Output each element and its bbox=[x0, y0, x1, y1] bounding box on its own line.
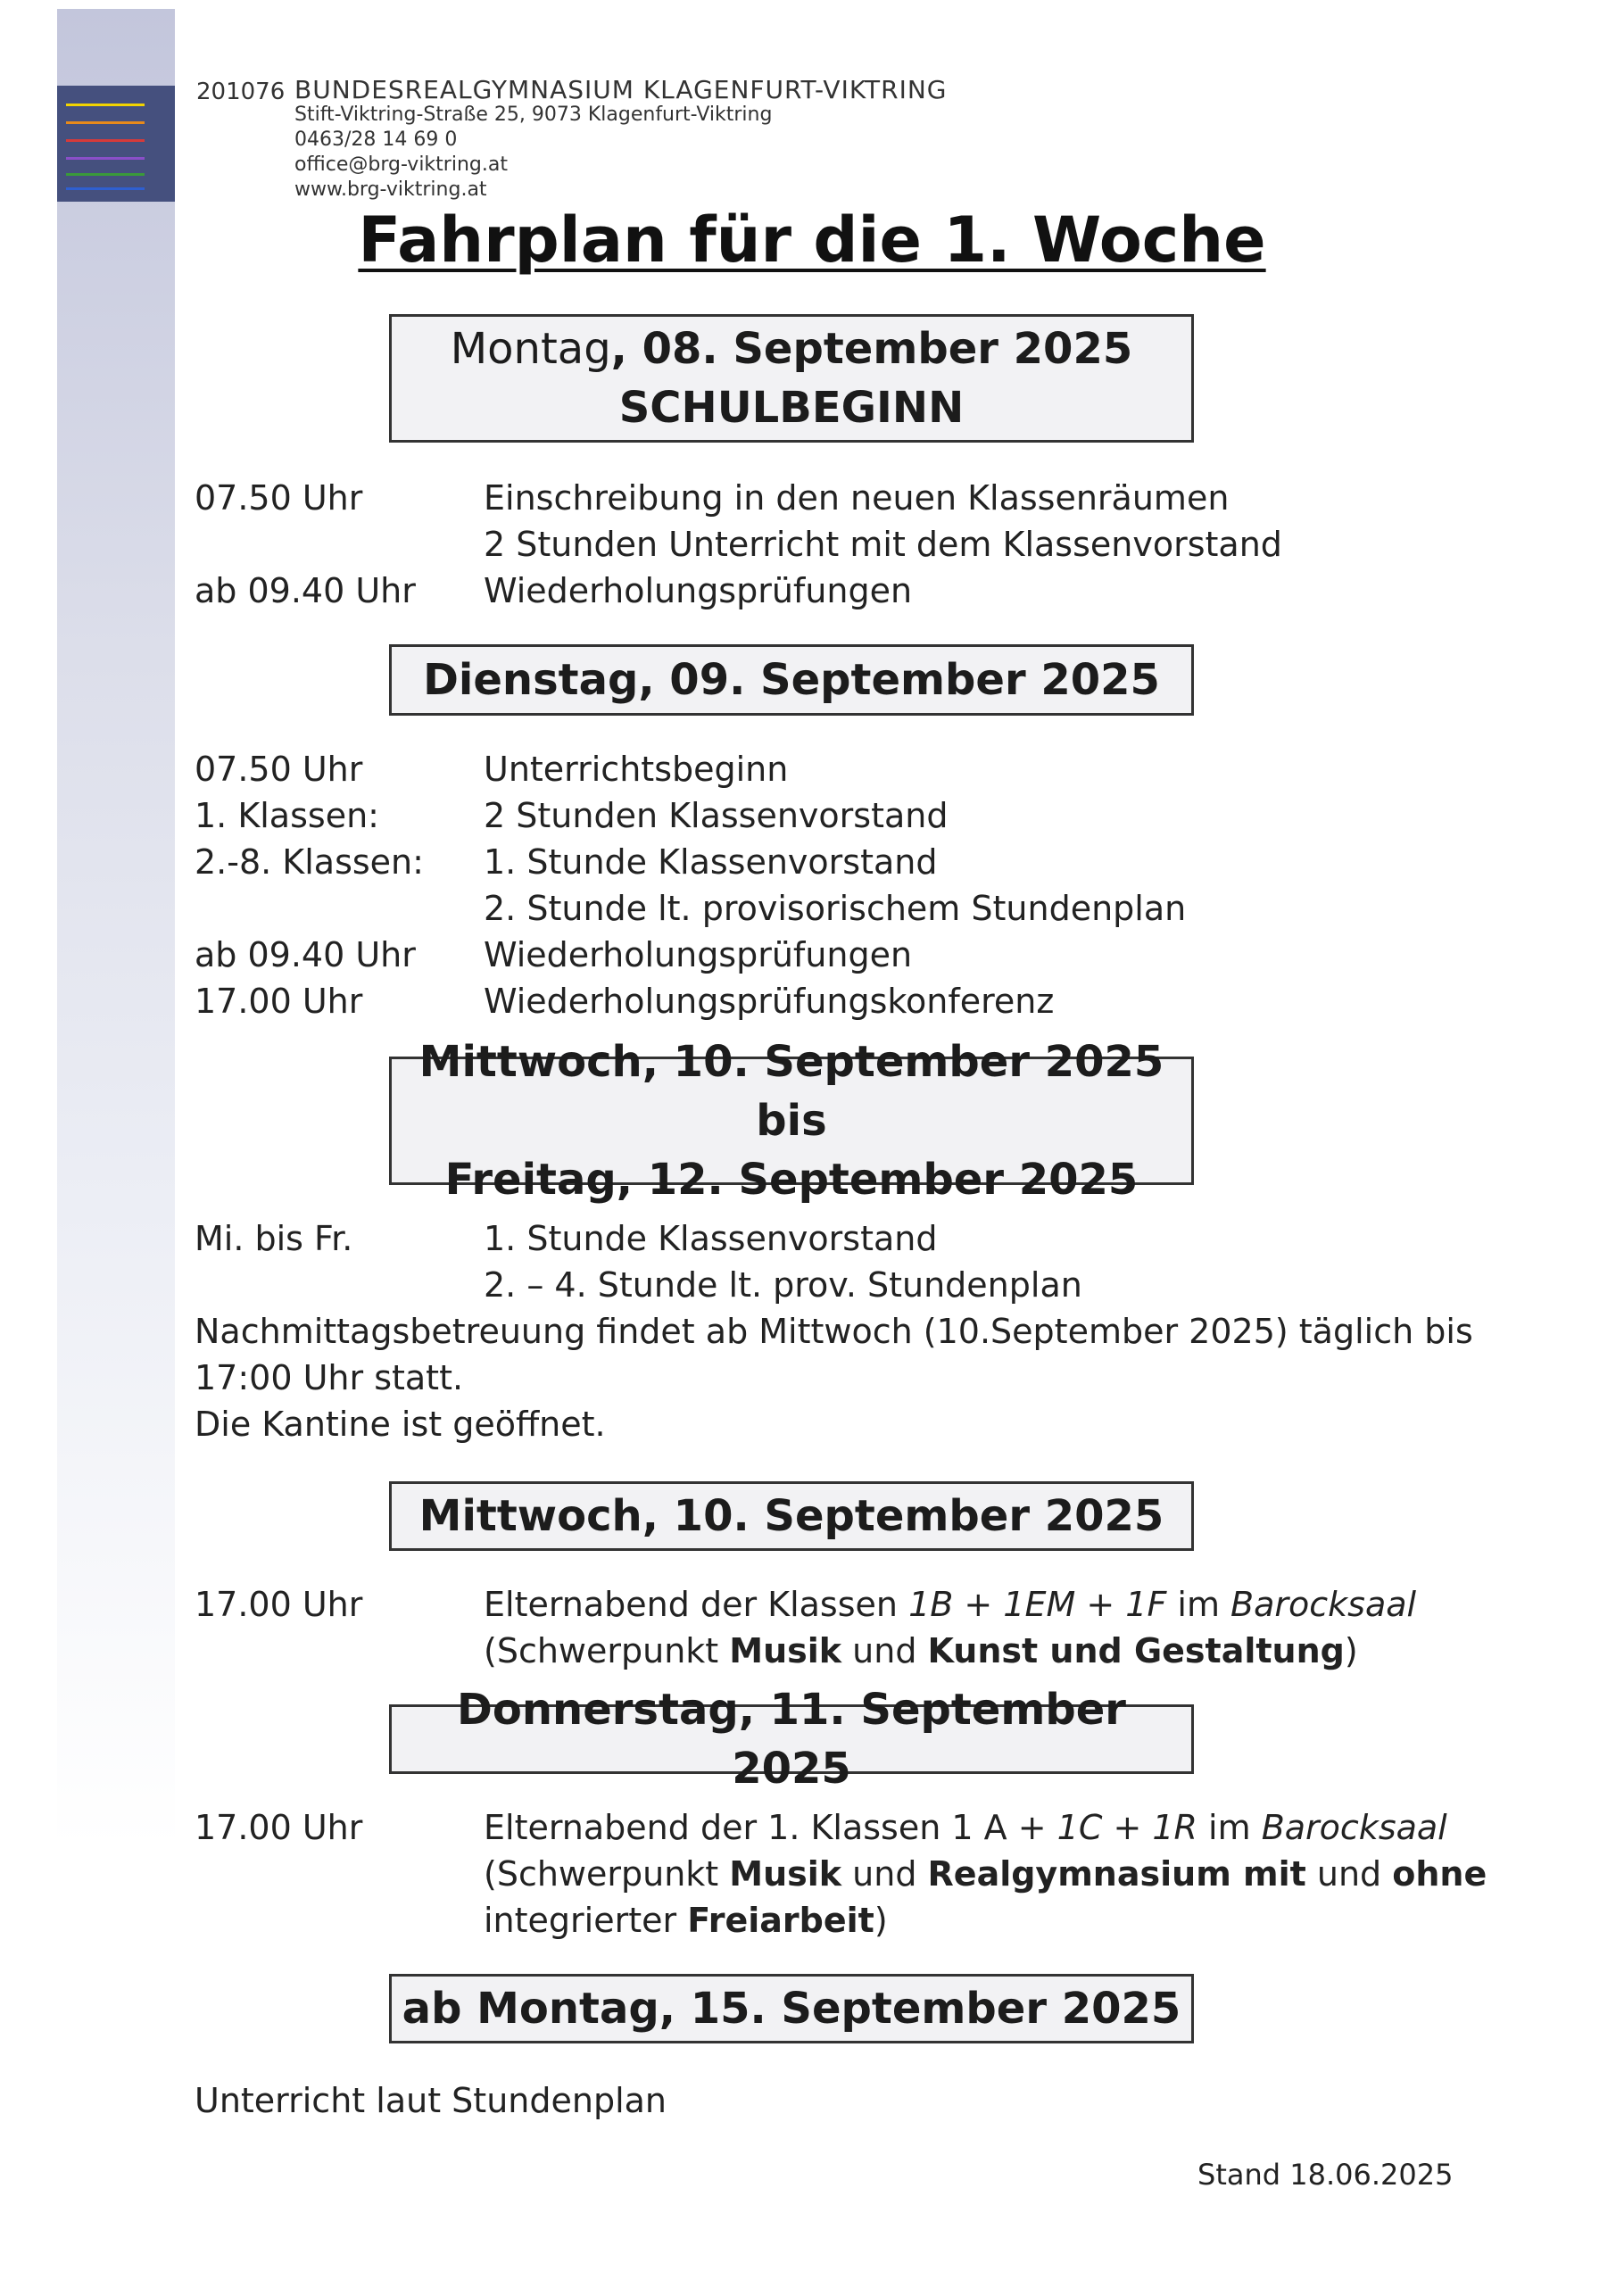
text-part: und bbox=[1305, 1854, 1393, 1894]
row-time: 17.00 Uhr bbox=[195, 1585, 363, 1624]
row-time: Mi. bis Fr. bbox=[195, 1219, 353, 1258]
row-text bbox=[484, 1851, 1487, 1897]
text-part: (Schwerpunkt bbox=[484, 1631, 730, 1670]
row-text: 2 Stunden Unterricht mit dem Klassenvorstand bbox=[484, 525, 1282, 564]
venue: Barocksaal bbox=[1261, 1808, 1447, 1847]
thursday-heading: Donnerstag, 11. September 2025 bbox=[457, 1685, 1126, 1794]
wed-fri-heading-line2: Freitag, 12. September 2025 bbox=[444, 1155, 1139, 1205]
schedule-row bbox=[0, 839, 1624, 885]
logo-line-yellow bbox=[66, 104, 145, 106]
schedule-row bbox=[0, 1897, 1624, 1944]
row-time: 17.00 Uhr bbox=[195, 982, 363, 1021]
school-website[interactable]: www.brg-viktring.at bbox=[294, 178, 487, 201]
monday-subtitle: SCHULBEGINN bbox=[618, 383, 965, 433]
row-time: 07.50 Uhr bbox=[195, 750, 363, 789]
row-text: 2. Stunde lt. provisorischem Stundenplan bbox=[484, 889, 1187, 928]
row-text: Einschreibung in den neuen Klassenräumen bbox=[484, 478, 1230, 518]
schedule-row bbox=[0, 1581, 1624, 1628]
wednesday-heading-box bbox=[389, 1481, 1194, 1551]
venue: Barocksaal bbox=[1230, 1585, 1417, 1624]
logo-line-green bbox=[66, 173, 145, 176]
canteen-note: Die Kantine ist geöffnet. bbox=[195, 1405, 606, 1444]
class-list: 1B + 1EM + 1F bbox=[908, 1585, 1167, 1624]
schedule-row bbox=[0, 932, 1624, 978]
focus-subject: Musik bbox=[729, 1854, 842, 1894]
from-monday-heading: ab Montag, 15. September 2025 bbox=[402, 1984, 1181, 2034]
text-part: (Schwerpunkt bbox=[484, 1854, 730, 1894]
school-logo bbox=[57, 86, 175, 202]
row-text: 1. Stunde Klassenvorstand bbox=[484, 842, 938, 882]
text-part: Elternabend der 1. Klassen 1 A + bbox=[484, 1808, 1057, 1847]
school-email[interactable]: office@brg-viktring.at bbox=[294, 153, 508, 176]
logo-line-purple bbox=[66, 157, 145, 160]
text-part: Elternabend der Klassen bbox=[484, 1585, 909, 1624]
logo-line-orange bbox=[66, 121, 145, 124]
text-part: und bbox=[841, 1854, 928, 1894]
regular-lessons-note: Unterricht laut Stundenplan bbox=[195, 2081, 667, 2120]
schedule-row bbox=[0, 885, 1624, 932]
text-part: ) bbox=[1344, 1631, 1358, 1670]
logo-line-red bbox=[66, 139, 145, 142]
schedule-row bbox=[0, 568, 1624, 614]
row-text: Wiederholungsprüfungen bbox=[484, 935, 913, 974]
schedule-row bbox=[0, 792, 1624, 839]
school-address: Stift-Viktring-Straße 25, 9073 Klagenfurt-Viktring bbox=[294, 104, 773, 126]
row-text bbox=[484, 1628, 1358, 1674]
school-name: BUNDESREALGYMNASIUM KLAGENFURT-VIKTRING bbox=[294, 75, 948, 104]
monday-heading bbox=[392, 319, 1191, 378]
wed-fri-heading-line1: Mittwoch, 10. September 2025 bis bbox=[418, 1037, 1164, 1146]
text-part: im bbox=[1166, 1585, 1231, 1624]
schedule-row bbox=[0, 1628, 1624, 1674]
row-text bbox=[484, 1804, 1447, 1851]
schedule-row bbox=[0, 746, 1624, 792]
monday-heading-box bbox=[389, 314, 1194, 443]
wednesday-heading: Mittwoch, 10. September 2025 bbox=[418, 1491, 1164, 1541]
schedule-row bbox=[0, 1851, 1624, 1897]
logo-line-blue bbox=[66, 187, 145, 190]
tuesday-heading: Dienstag, 09. September 2025 bbox=[423, 655, 1160, 705]
monday-date: , 08. September 2025 bbox=[610, 324, 1133, 374]
row-text: Wiederholungsprüfungen bbox=[484, 571, 913, 610]
row-time: ab 09.40 Uhr bbox=[195, 935, 416, 974]
focus-subject: Freiarbeit bbox=[687, 1901, 874, 1940]
row-time: 1. Klassen: bbox=[195, 796, 379, 835]
schedule-row bbox=[0, 1262, 1624, 1308]
row-text: 1. Stunde Klassenvorstand bbox=[484, 1219, 938, 1258]
text-part: und bbox=[841, 1631, 928, 1670]
row-time: 2.-8. Klassen: bbox=[195, 842, 424, 882]
row-text bbox=[484, 1897, 888, 1944]
school-phone: 0463/28 14 69 0 bbox=[294, 128, 458, 151]
focus-subject: Musik bbox=[729, 1631, 842, 1670]
thursday-heading-box bbox=[389, 1685, 1194, 1794]
row-time: 07.50 Uhr bbox=[195, 478, 363, 518]
row-text: 2 Stunden Klassenvorstand bbox=[484, 796, 949, 835]
wed-fri-heading-box bbox=[389, 1037, 1194, 1205]
text-part: im bbox=[1197, 1808, 1262, 1847]
document-date: Stand 18.06.2025 bbox=[1197, 2158, 1454, 2192]
from-monday-heading-box bbox=[389, 1974, 1194, 2043]
row-text: 2. – 4. Stunde lt. prov. Stundenplan bbox=[484, 1265, 1082, 1305]
schedule-row bbox=[0, 521, 1624, 568]
focus-subject: ohne bbox=[1392, 1854, 1487, 1894]
text-part: ) bbox=[874, 1901, 888, 1940]
school-code: 201076 bbox=[196, 79, 286, 105]
focus-subject: Kunst und Gestaltung bbox=[927, 1631, 1345, 1670]
row-text: Wiederholungsprüfungskonferenz bbox=[484, 982, 1055, 1021]
page-title bbox=[0, 203, 1624, 277]
page-title-text: Fahrplan für die 1. Woche bbox=[358, 203, 1266, 277]
tuesday-heading-box bbox=[389, 644, 1194, 716]
class-list: 1C + 1R bbox=[1056, 1808, 1197, 1847]
row-time: ab 09.40 Uhr bbox=[195, 571, 416, 610]
text-part: integrierter bbox=[484, 1901, 688, 1940]
row-time: 17.00 Uhr bbox=[195, 1808, 363, 1847]
row-text: Unterrichtsbeginn bbox=[484, 750, 789, 789]
focus-subject: Realgymnasium mit bbox=[927, 1854, 1306, 1894]
schedule-row bbox=[0, 978, 1624, 1024]
afternoon-care-note-cont: 17:00 Uhr statt. bbox=[195, 1358, 464, 1397]
monday-day: Montag bbox=[450, 324, 611, 374]
schedule-row bbox=[0, 475, 1624, 521]
schedule-row bbox=[0, 1215, 1624, 1262]
schedule-row bbox=[0, 1804, 1624, 1851]
afternoon-care-note: Nachmittagsbetreuung findet ab Mittwoch (10.September 2025) täglich bis bbox=[195, 1312, 1473, 1351]
row-text bbox=[484, 1581, 1416, 1628]
